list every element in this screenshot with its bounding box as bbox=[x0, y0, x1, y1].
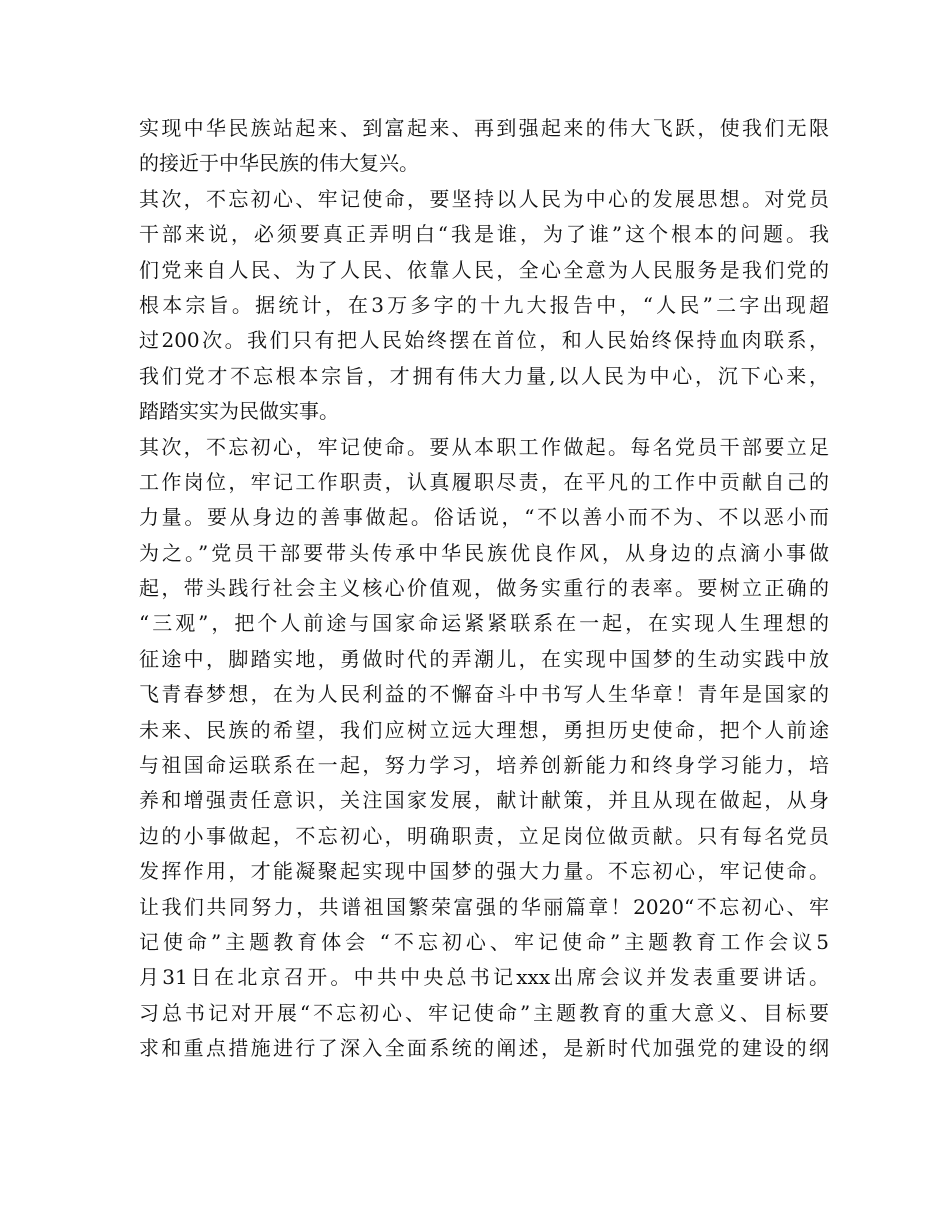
text-line: 干部来说，必须要真正弄明白“我是谁，为了谁”这个根本的问题。我 bbox=[139, 222, 829, 247]
text-line: 养和增强责任意识，关注国家发展，献计献策，并且从现在做起，从身 bbox=[139, 788, 829, 813]
text-line: 其次，不忘初心、牢记使命，要坚持以人民为中心的发展思想。对党员 bbox=[139, 186, 829, 211]
text-line: 习总书记对开展“不忘初心、牢记使命”主题教育的重大意义、目标要 bbox=[139, 1000, 829, 1025]
text-line: “三观”，把个人前途与国家命运紧紧联系在一起，在实现人生理想的 bbox=[139, 611, 829, 636]
text-line: 为之。”党员干部要带头传承中华民族优良作风，从身边的点滴小事做 bbox=[139, 540, 829, 565]
text-line: 过200次。我们只有把人民始终摆在首位，和人民始终保持血肉联系， bbox=[139, 328, 829, 353]
text-line: 我们党才不忘根本宗旨，才拥有伟大力量,以人民为中心，沉下心来， bbox=[139, 363, 829, 388]
text-line: 求和重点措施进行了深入全面系统的阐述，是新时代加强党的建设的纲 bbox=[139, 1036, 829, 1061]
text-line: 起，带头践行社会主义核心价值观，做务实重行的表率。要树立正确的 bbox=[139, 576, 829, 601]
text-line: 边的小事做起，不忘初心，明确职责，立足岗位做贡献。只有每名党员 bbox=[139, 823, 829, 848]
text-line: 记使命”主题教育体会 “不忘初心、牢记使命”主题教育工作会议5 bbox=[139, 929, 829, 954]
text-line: 力量。要从身边的善事做起。俗话说，“不以善小而不为、不以恶小而 bbox=[139, 505, 829, 530]
text-line: 其次，不忘初心，牢记使命。要从本职工作做起。每名党员干部要立足 bbox=[139, 434, 829, 459]
text-line: 飞青春梦想，在为人民利益的不懈奋斗中书写人生华章！青年是国家的 bbox=[139, 682, 829, 707]
text-line: 的接近于中华民族的伟大复兴。 bbox=[139, 151, 419, 176]
text-line: 月31日在北京召开。中共中央总书记xxx出席会议并发表重要讲话。 bbox=[139, 965, 829, 990]
text-line: 发挥作用，才能凝聚起实现中国梦的强大力量。不忘初心，牢记使命。 bbox=[139, 859, 829, 884]
text-line: 根本宗旨。据统计，在3万多字的十九大报告中，“人民”二字出现超 bbox=[139, 292, 829, 317]
text-line: 实现中华民族站起来、到富起来、再到强起来的伟大飞跃，使我们无限 bbox=[139, 116, 829, 140]
text-line: 与祖国命运联系在一起，努力学习，培养创新能力和终身学习能力，培 bbox=[139, 753, 829, 778]
text-line: 踏踏实实为民做实事。 bbox=[139, 399, 339, 424]
text-line: 工作岗位，牢记工作职责，认真履职尽责，在平凡的工作中贡献自己的 bbox=[139, 469, 829, 494]
text-line: 未来、民族的希望，我们应树立远大理想，勇担历史使命，把个人前途 bbox=[139, 717, 829, 742]
text-line: 让我们共同努力，共谱祖国繁荣富强的华丽篇章！2020“不忘初心、牢 bbox=[139, 894, 829, 919]
text-line: 征途中，脚踏实地，勇做时代的弄潮儿，在实现中国梦的生动实践中放 bbox=[139, 646, 829, 671]
body-text bbox=[139, 111, 829, 1067]
text-line: 们党来自人民、为了人民、依靠人民，全心全意为人民服务是我们党的 bbox=[139, 257, 829, 282]
